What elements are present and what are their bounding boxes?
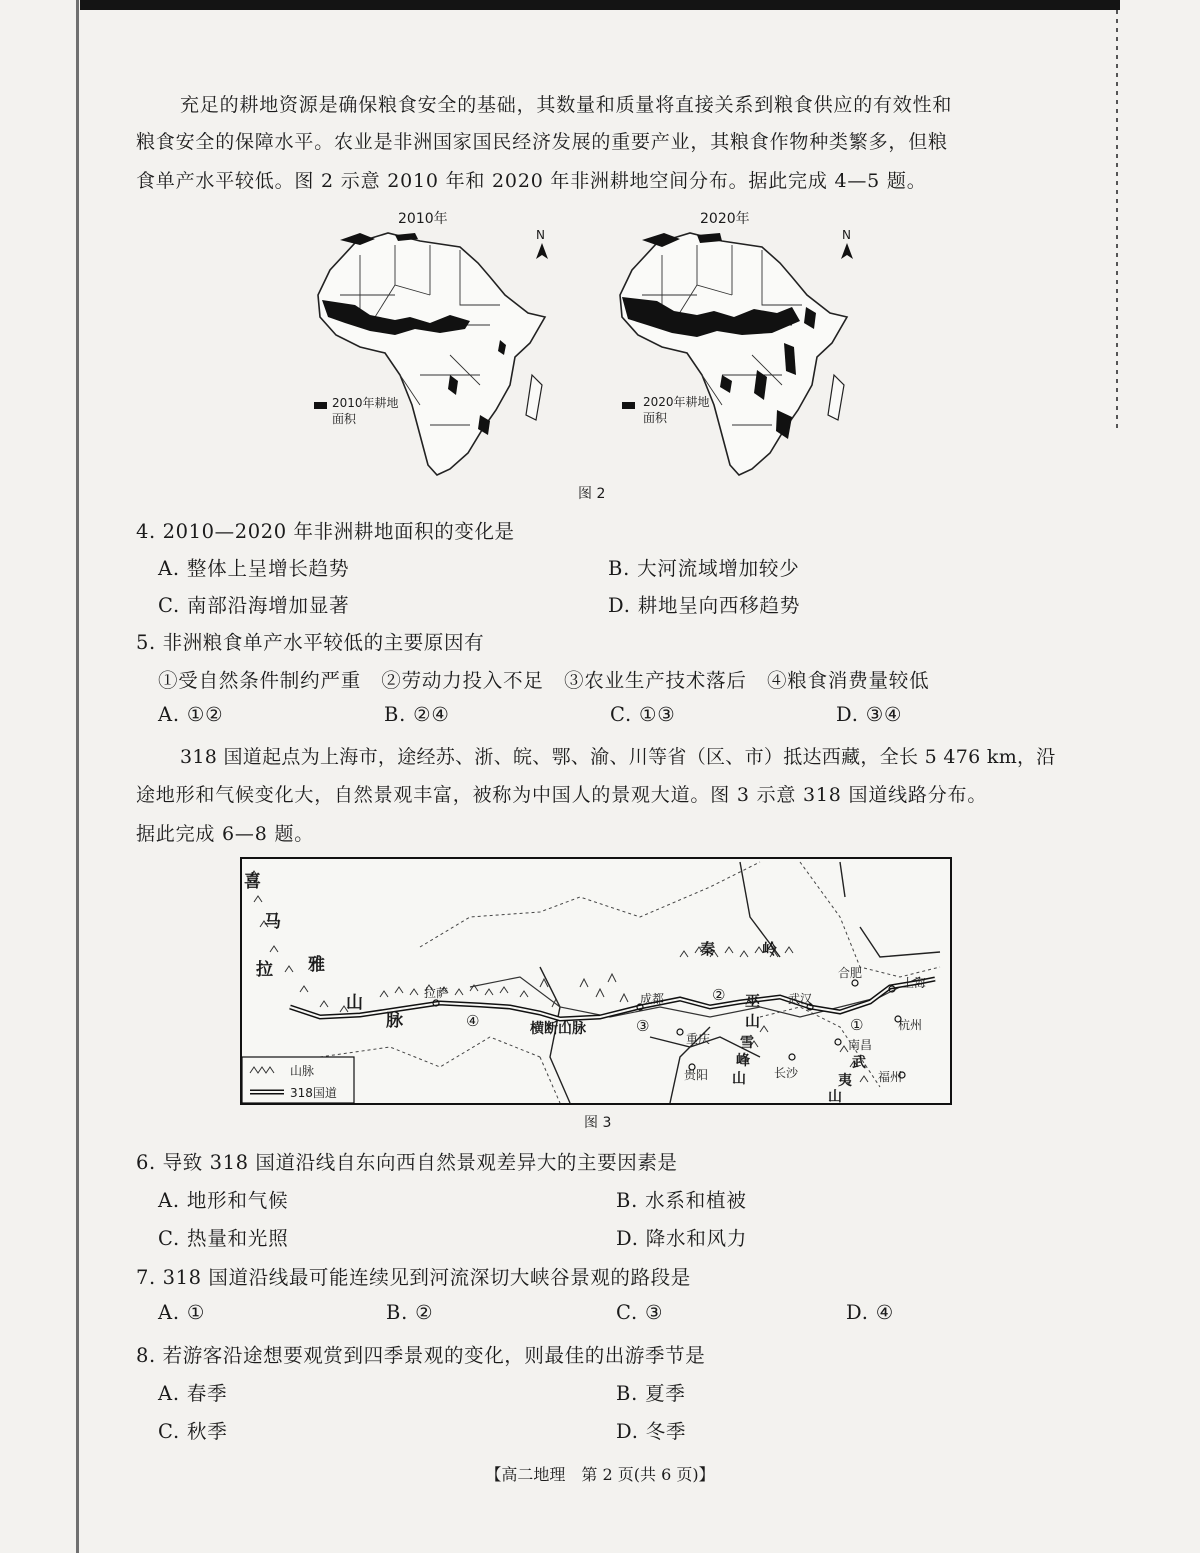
label-xuefeng-3: 山	[732, 1071, 746, 1087]
city-hangzhou: 杭州	[898, 1018, 923, 1032]
city-shanghai: 上海	[902, 976, 927, 990]
city-wuhan: 武汉	[788, 992, 813, 1006]
q6-stem: 6. 导致 318 国道沿线自东向西自然景观差异大的主要因素是	[136, 1151, 678, 1174]
city-hefei: 合肥	[838, 966, 863, 980]
q6-option-c: C. 热量和光照	[158, 1227, 289, 1250]
city-lhasa: 拉萨	[424, 986, 449, 1000]
q5-option-b: B. ②④	[384, 703, 450, 726]
label-wuyi-3: 山	[828, 1089, 842, 1105]
scan-left-edge	[76, 0, 79, 1553]
label-himalaya-2: 马	[264, 912, 282, 932]
label-qinling-2: 岭	[762, 940, 778, 958]
north-label-2020: N	[842, 228, 851, 242]
q5-option-c: C. ①③	[610, 703, 676, 726]
q4-option-d: D. 耕地呈向西移趋势	[608, 594, 801, 617]
label-himalaya-3: 拉	[256, 960, 274, 980]
q8-option-a: A. 春季	[158, 1382, 228, 1405]
passage2-line1: 318 国道起点为上海市，途经苏、浙、皖、鄂、渝、川等省（区、市）抵达西藏，全长 5 476 km，沿	[180, 746, 1056, 768]
route-marker-2: ②	[712, 986, 726, 1004]
q7-option-b: B. ②	[386, 1301, 434, 1324]
map-2020-year: 2020年	[700, 211, 750, 227]
city-guiyang: 贵阳	[684, 1068, 709, 1082]
passage2-line3: 据此完成 6—8 题。	[136, 823, 315, 845]
passage1-line1: 充足的耕地资源是确保粮食安全的基础，其数量和质量将直接关系到粮食供应的有效性和	[180, 94, 953, 116]
q8-stem: 8. 若游客沿途想要观赏到四季景观的变化，则最佳的出游季节是	[136, 1344, 706, 1367]
city-fuzhou: 福州	[878, 1070, 903, 1084]
label-wushan-2: 山	[745, 1012, 761, 1030]
passage1-line2: 粮食安全的保障水平。农业是非洲国家国民经济发展的重要产业，其粮食作物种类繁多，但粮	[136, 131, 948, 153]
q6-option-d: D. 降水和风力	[616, 1227, 748, 1250]
label-himalaya-4: 雅	[308, 955, 326, 975]
legend-swatch-2020	[622, 402, 635, 409]
q4-option-b: B. 大河流域增加较少	[608, 557, 800, 580]
figure3-caption: 图 3	[584, 1115, 612, 1131]
figure2-caption: 图 2	[578, 486, 606, 502]
q4-option-c: C. 南部沿海增加显著	[158, 594, 350, 617]
q5-stem: 5. 非洲粮食单产水平较低的主要原因有	[136, 631, 485, 654]
label-xuefeng-1: 雪	[740, 1035, 754, 1051]
page-footer: 【高二地理 第 2 页(共 6 页)】	[485, 1465, 715, 1484]
city-nanchang: 南昌	[848, 1038, 873, 1052]
map-2010-year: 2010年	[398, 211, 448, 227]
north-arrow-2010	[536, 243, 548, 259]
q8-option-c: C. 秋季	[158, 1420, 228, 1443]
city-chengdu: 成都	[640, 992, 665, 1006]
q7-option-a: A. ①	[158, 1301, 206, 1324]
route-marker-1: ①	[850, 1016, 864, 1034]
route-marker-3: ③	[636, 1017, 650, 1035]
passage1-line3: 食单产水平较低。图 2 示意 2010 年和 2020 年非洲耕地空间分布。据此完成 4—5 题。	[136, 170, 927, 192]
legend-mountain-label: 山脉	[290, 1064, 315, 1078]
north-label-2010: N	[536, 228, 545, 242]
africa-map-2010	[300, 225, 580, 480]
label-himalaya-1: 喜	[244, 872, 262, 892]
legend-2020-line2: 面积	[643, 411, 668, 425]
q7-stem: 7. 318 国道沿线最可能连续见到河流深切大峡谷景观的路段是	[136, 1266, 691, 1289]
q6-option-b: B. 水系和植被	[616, 1189, 747, 1212]
q7-option-c: C. ③	[616, 1301, 664, 1324]
passage2-line2: 途地形和气候变化大，自然景观丰富，被称为中国人的景观大道。图 3 示意 318 国道线路分布。	[136, 784, 988, 806]
scan-top-border	[80, 0, 1120, 10]
city-chongqing: 重庆	[686, 1032, 711, 1046]
q5-items: ①受自然条件制约严重 ②劳动力投入不足 ③农业生产技术落后 ④粮食消费量较低	[158, 669, 930, 692]
q4-option-a: A. 整体上呈增长趋势	[158, 557, 350, 580]
legend-swatch-2010	[314, 402, 327, 409]
label-xuefeng-2: 峰	[736, 1053, 750, 1069]
africa-map-2020	[602, 225, 882, 480]
label-qinling-1: 秦	[700, 940, 716, 958]
q5-option-d: D. ③④	[836, 703, 903, 726]
route-marker-4: ④	[466, 1012, 480, 1030]
label-hengduan: 横断山脉	[530, 1021, 586, 1037]
north-arrow-2020	[841, 243, 853, 259]
q8-option-b: B. 夏季	[616, 1382, 686, 1405]
label-himalaya-5: 山	[346, 993, 364, 1013]
legend-2010-line2: 面积	[332, 412, 357, 426]
route-318-map	[240, 857, 952, 1105]
legend-road-label: 318国道	[290, 1086, 337, 1100]
city-changsha: 长沙	[774, 1066, 799, 1080]
label-wuyi-1: 武	[852, 1055, 866, 1071]
scan-right-edge	[1116, 10, 1118, 430]
label-wuyi-2: 夷	[838, 1073, 852, 1089]
q4-stem: 4. 2010—2020 年非洲耕地面积的变化是	[136, 520, 515, 543]
legend-2020-line1: 2020年耕地	[643, 395, 710, 409]
q5-option-a: A. ①②	[158, 703, 224, 726]
q7-option-d: D. ④	[846, 1301, 895, 1324]
q6-option-a: A. 地形和气候	[158, 1189, 289, 1212]
legend-2010-line1: 2010年耕地	[332, 396, 399, 410]
label-wushan-1: 巫	[745, 992, 761, 1010]
label-himalaya-6: 脉	[386, 1011, 404, 1031]
q8-option-d: D. 冬季	[616, 1420, 687, 1443]
